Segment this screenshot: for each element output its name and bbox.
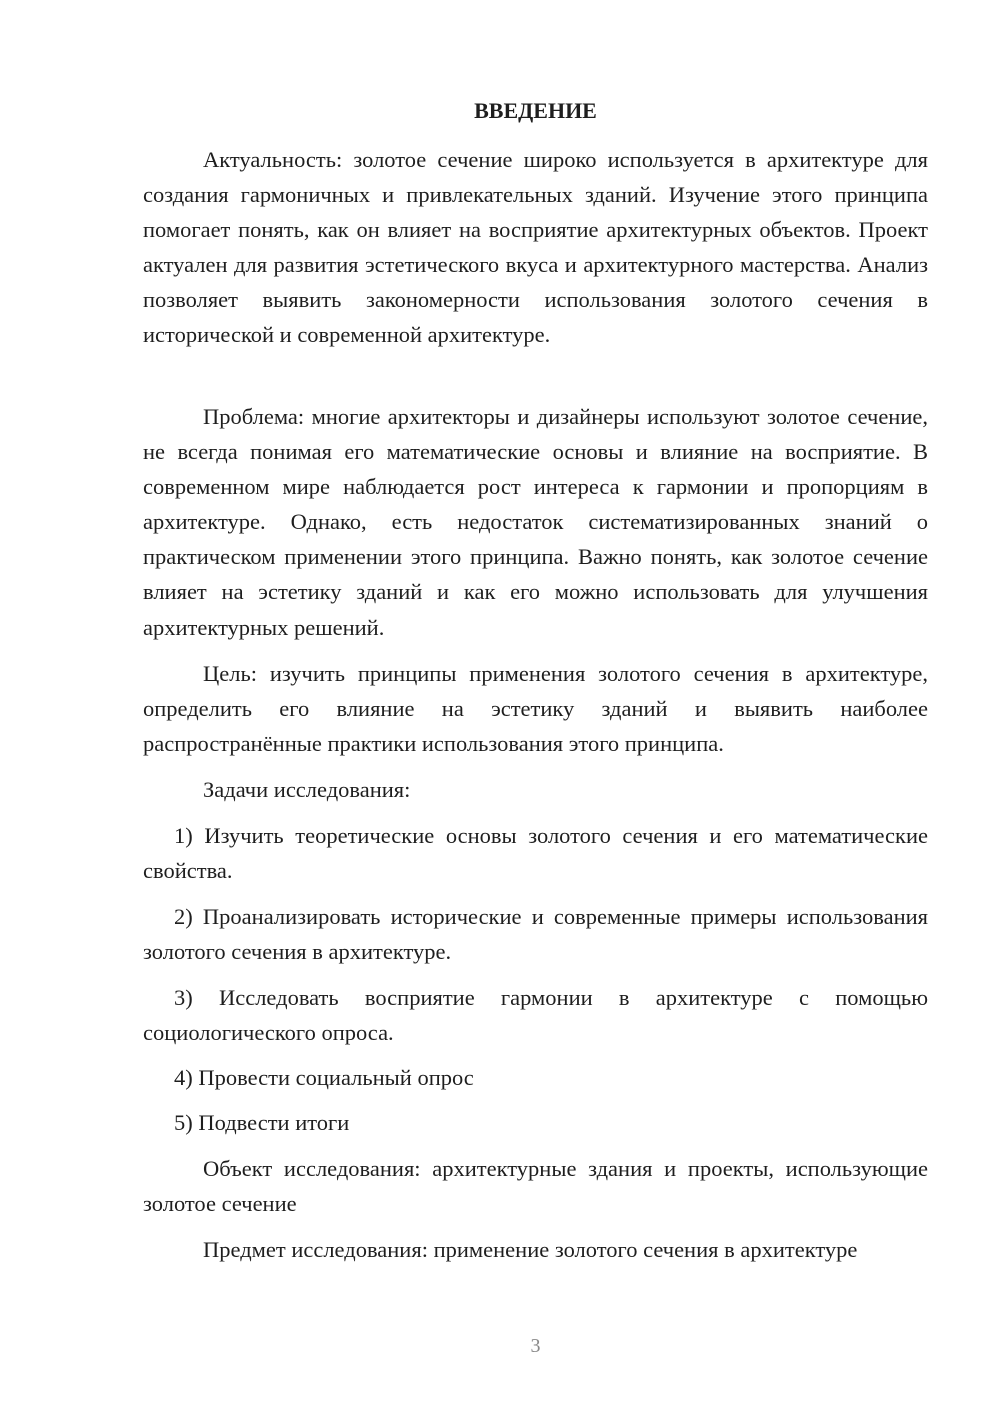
page-title: ВВЕДЕНИЕ — [474, 98, 597, 123]
document-page — [143, 0, 928, 1414]
problem-paragraph: Проблема: многие архитекторы и дизайнеры используют золотое сечение, не всегда понимая его математические основы и влияние на восприятие. В современном мире наблюдается рост интереса к гармонии и пропорциям в архитектуре. Однако, есть недостаток систематизированных знаний о практическом применении этого принципа. Важно понять, как золотое сечение влияет на эстетику зданий и как его можно использовать для улучшения архитектурных решений. — [143, 404, 928, 640]
task-item-5: 5) Подвести итоги — [174, 1110, 350, 1135]
page-number: 3 — [530, 1335, 541, 1357]
relevance-paragraph: Актуальность: золотое сечение широко используется в архитектуре для создания гармоничных и привлекательных зданий. Изучение этого принципа помогает понять, как он влияет на восприятие архитектурных объектов. Проект актуален для развития эстетического вкуса и архитектурного мастерства. Анализ позволяет выявить закономерности использования золотого сечения в исторической и современной архитектуре. — [143, 147, 928, 348]
tasks-heading: Задачи исследования: — [203, 777, 411, 802]
task-item-2: 2) Проанализировать исторические и современные примеры использования золотого сечения в архитектуре. — [143, 904, 928, 965]
task-item-4: 4) Провести социальный опрос — [174, 1065, 474, 1090]
subject-paragraph: Предмет исследования: применение золотого сечения в архитектуре — [203, 1237, 858, 1262]
goal-paragraph: Цель: изучить принципы применения золотого сечения в архитектуре, определить его влияние на эстетику зданий и выявить наиболее распространённые практики использования этого принципа. — [143, 661, 928, 757]
object-paragraph: Объект исследования: архитектурные здания и проекты, использующие золотое сечение — [143, 1156, 928, 1217]
task-item-3: 3) Исследовать восприятие гармонии в архитектуре с помощью социологического опроса. — [143, 985, 928, 1046]
task-item-1: 1) Изучить теоретические основы золотого сечения и его математические свойства. — [143, 823, 928, 884]
